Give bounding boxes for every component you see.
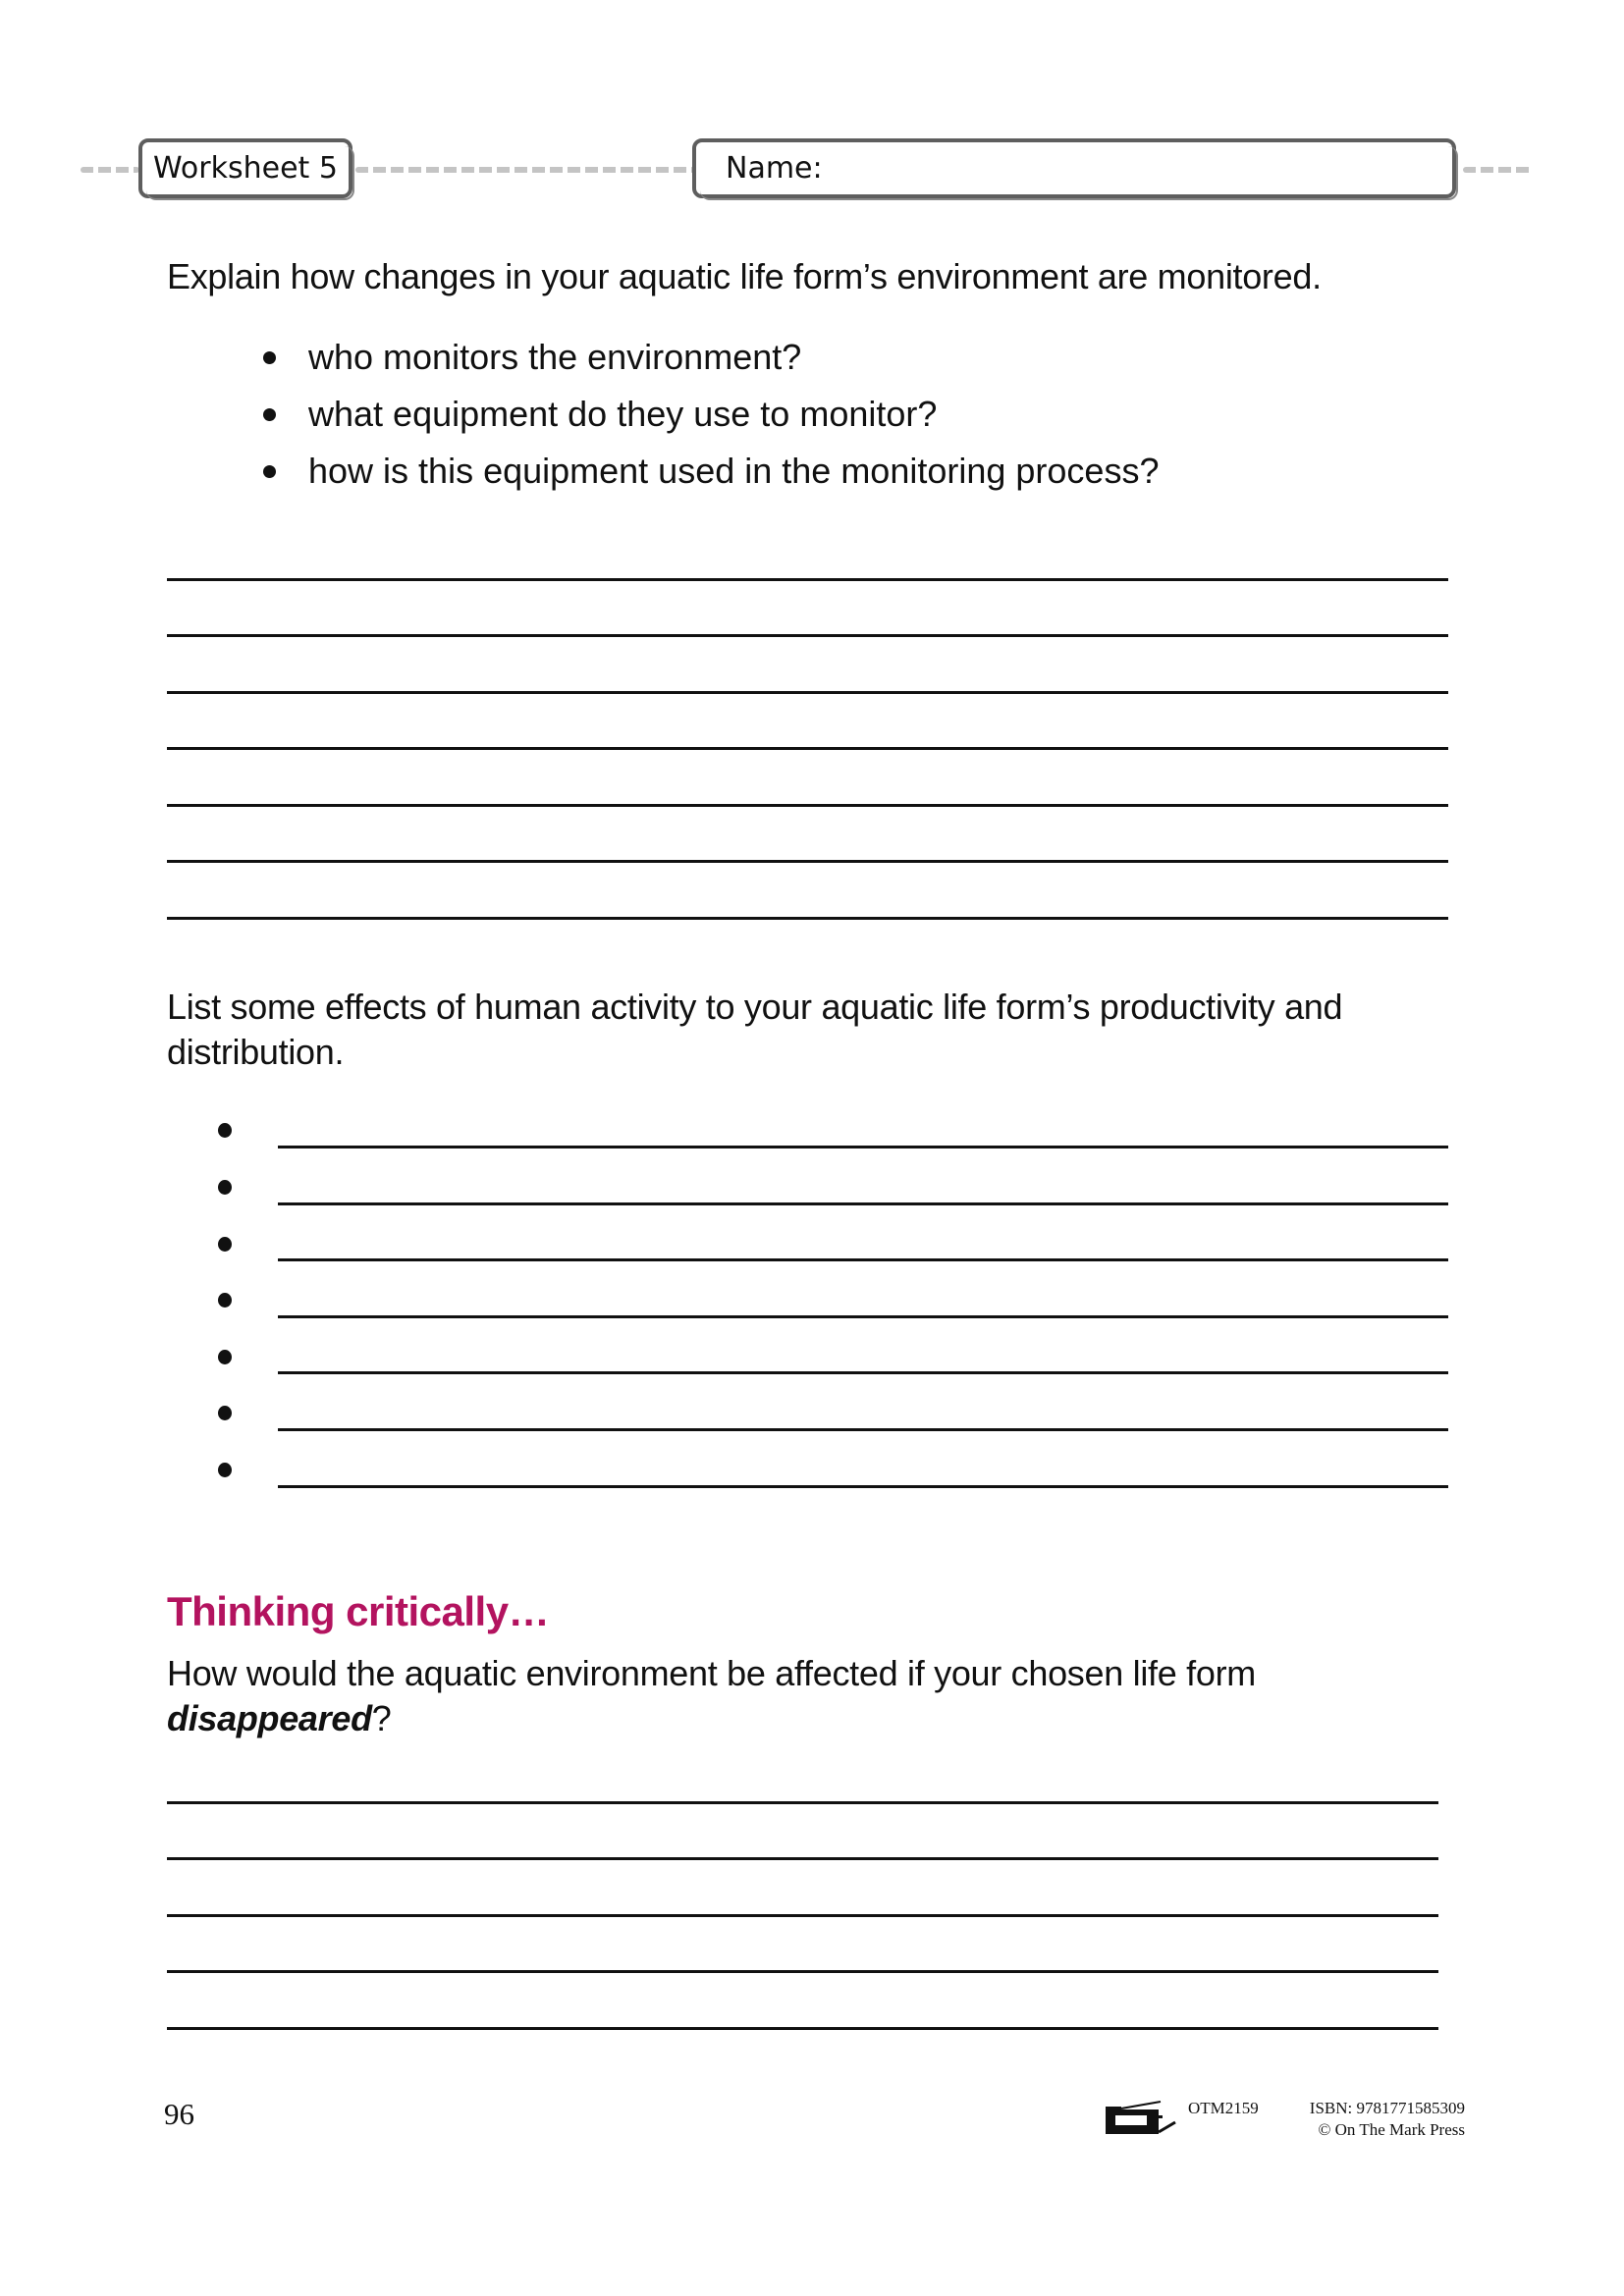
copyright: © On The Mark Press [1318, 2120, 1465, 2139]
bullet-icon [263, 465, 276, 478]
thinking-prompt-line1: How would the aquatic environment be affected if your chosen life form [167, 1653, 1256, 1693]
footer-meta [1188, 2098, 1465, 2141]
product-code: OTM2159 [1188, 2099, 1259, 2117]
name-field[interactable] [692, 138, 1456, 198]
bullet-answer-line[interactable] [278, 1202, 1448, 1205]
header-dash-left [81, 167, 139, 173]
worksheet-label-box [138, 138, 352, 198]
thinking-critically-heading: Thinking critically… [167, 1588, 550, 1634]
bullet-icon [218, 1180, 232, 1195]
isbn: ISBN: 9781771585309 [1309, 2099, 1465, 2117]
answer-line[interactable] [167, 747, 1448, 750]
bullet-icon [263, 408, 276, 421]
thinking-prompt [167, 1651, 1463, 1741]
bullet-answer-line[interactable] [278, 1371, 1448, 1374]
answer-line[interactable] [167, 804, 1448, 807]
bullet-answer-line[interactable] [278, 1315, 1448, 1318]
bullet-icon [218, 1406, 232, 1420]
question1-bullet [263, 329, 1159, 386]
thinking-prompt-end: ? [371, 1698, 392, 1738]
answer-line[interactable] [167, 634, 1448, 637]
answer-line[interactable] [167, 917, 1448, 920]
answer-line[interactable] [167, 2027, 1438, 2030]
answer-line[interactable] [167, 1914, 1438, 1917]
answer-line[interactable] [167, 1801, 1438, 1804]
answer-line[interactable] [167, 578, 1448, 581]
bullet-icon [218, 1463, 232, 1477]
page-number: 96 [164, 2097, 194, 2131]
question1-bullet [263, 443, 1159, 500]
header-dash-middle [355, 167, 694, 173]
thinking-prompt-emphasis: disappeared [167, 1698, 372, 1738]
worksheet-label: Worksheet 5 [153, 151, 338, 186]
bullet-answer-line[interactable] [278, 1485, 1448, 1488]
name-label: Name: [726, 151, 823, 186]
question2-prompt [167, 985, 1463, 1075]
question1-bullets [263, 329, 1159, 500]
question1-prompt: Explain how changes in your aquatic life form’s environment are monitored. [167, 256, 1322, 296]
bullet-text: what equipment do they use to monitor? [308, 394, 938, 434]
question1-bullet [263, 386, 1159, 443]
bullet-text: how is this equipment used in the monitoring process? [308, 451, 1160, 491]
answer-line[interactable] [167, 1857, 1438, 1860]
bullet-text: who monitors the environment? [308, 337, 802, 377]
answer-line[interactable] [167, 860, 1448, 863]
bullet-icon [218, 1293, 232, 1308]
header-dash-right [1463, 167, 1532, 173]
answer-line[interactable] [167, 1970, 1438, 1973]
question2-prompt-line1: List some effects of human activity to your aquatic life form’s productivity and [167, 987, 1343, 1027]
bullet-icon [218, 1237, 232, 1252]
question2-prompt-line2: distribution. [167, 1032, 345, 1072]
bullet-icon [218, 1123, 232, 1138]
thinking-prompt-line2 [167, 1696, 1463, 1741]
bullet-answer-line[interactable] [278, 1258, 1448, 1261]
bullet-icon [263, 351, 276, 364]
bullet-answer-line[interactable] [278, 1146, 1448, 1148]
copier-icon [1102, 2099, 1180, 2138]
answer-line[interactable] [167, 691, 1448, 694]
bullet-icon [218, 1350, 232, 1364]
bullet-answer-line[interactable] [278, 1428, 1448, 1431]
